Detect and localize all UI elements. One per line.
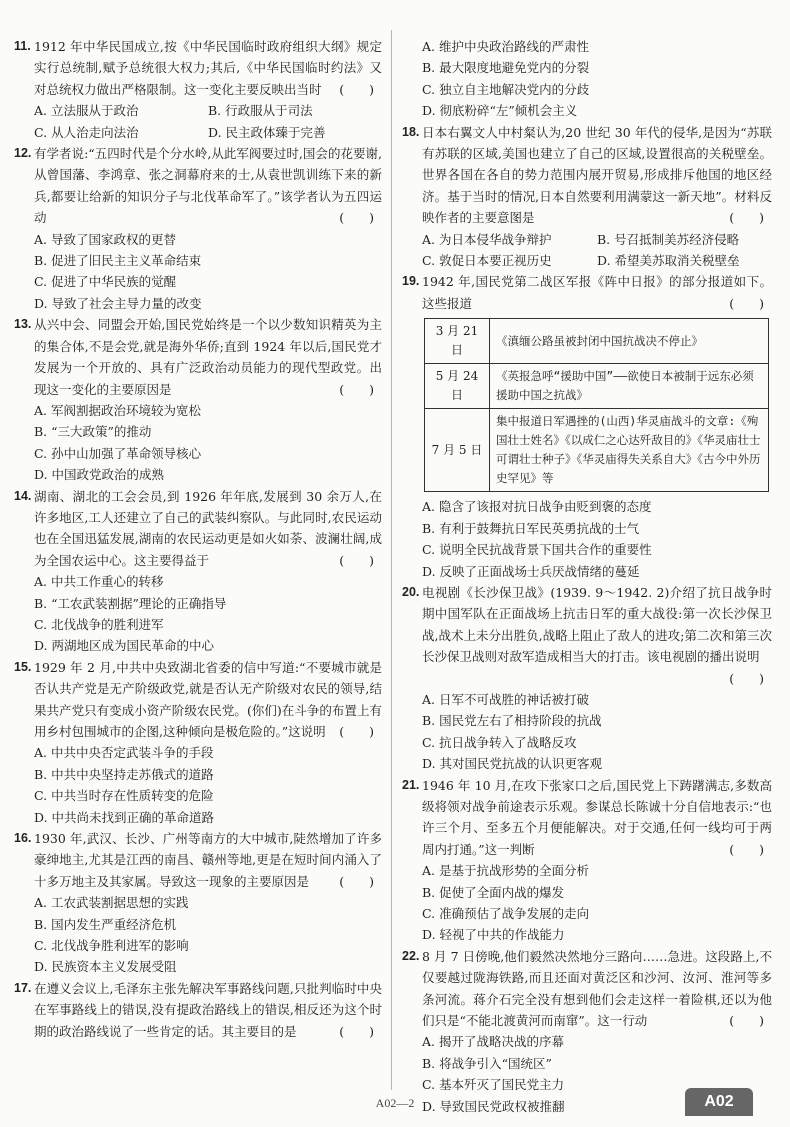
question-number: 11. xyxy=(14,39,31,53)
page-number: A02—2 xyxy=(375,1096,415,1110)
question-text: 1946 年 10 月,在攻下张家口之后,国民党上下踌躇满志,多数高级将领对战争前途表示乐观。参谋总长陈诚十分自信地表示:“也许三个月、至多五个月便能解决。对于交通,任何一线均可于两周内打通。”这一判断 xyxy=(422,777,772,857)
option: A. 工农武装割据思想的实践 xyxy=(34,895,189,911)
question-stem xyxy=(422,582,772,689)
option: D. 导致国民党政权被推翻 xyxy=(422,1098,565,1114)
question-text: 有学者说:“五四时代是个分水岭,从此军阀要过时,国会的花要谢,从曾国藩、李鸿章、张之洞幕府来的士,从袁世凯训练下来的新兵,都要让给新的知识分子与北伐革命军了。”该学者认为五四运动 xyxy=(34,146,382,226)
answer-paren: ( ) xyxy=(339,873,374,889)
question-head xyxy=(14,486,382,572)
question-number: 22. xyxy=(402,948,420,963)
option: A. 日军不可战胜的神话被打破 xyxy=(422,691,589,707)
news-text: 集中报道日军遇挫的(山西)华灵庙战斗的文章:《殉国壮士姓名》《以成仁之心达歼敌目的》《华灵庙壮士可谓壮士种子》《华灵庙得失关系自大》《古今中外历史罕见》等 xyxy=(490,409,769,492)
option: C. 抗日战争转入了战略反攻 xyxy=(422,734,577,750)
option: B. 促进了旧民主主义革命结束 xyxy=(34,253,202,269)
option: D. 民主政体臻于完善 xyxy=(208,124,326,140)
question-head xyxy=(14,978,382,1042)
option: A. 揭开了战略决战的序幕 xyxy=(422,1034,564,1050)
question-number: 15. xyxy=(14,659,32,674)
option: C. 从人治走向法治 xyxy=(34,124,139,140)
question-text: 电视剧《长沙保卫战》(1939. 9～1942. 2)介绍了抗日战争时期中国军队在正面战场上抗击日军的重大战役:第一次长沙保卫战,战术上未分出胜负,战略上阻止了敌人的进攻;第二次和第三次长沙保卫战则对敌军造成相当大的打击。该电视剧的播出说明 xyxy=(422,584,772,665)
option: B. “工农武装割据”理论的正确指导 xyxy=(34,595,227,611)
answer-paren: ( ) xyxy=(729,295,764,311)
options xyxy=(402,496,772,582)
option: B. 行政服从于司法 xyxy=(208,103,313,119)
news-date: 5 月 24 日 xyxy=(425,364,490,409)
option: D. 其对国民党抗战的认识更客观 xyxy=(422,756,603,772)
news-text: 《英报急呼“援助中国”——欲使日本被制于远东必须援助中国之抗战》 xyxy=(490,364,769,409)
option: A. 军阀割据政治环境较为宽松 xyxy=(34,402,201,418)
options-row xyxy=(34,100,382,121)
news-row xyxy=(425,364,769,409)
question-18 xyxy=(402,122,772,272)
answer-paren: ( ) xyxy=(729,670,764,686)
question-number: 17. xyxy=(14,980,32,995)
options-row xyxy=(34,122,382,143)
options xyxy=(402,229,772,272)
answer-paren: ( ) xyxy=(339,1023,374,1039)
question-number: 13. xyxy=(14,317,32,332)
question-head xyxy=(14,36,382,100)
options xyxy=(14,892,382,978)
option: A. 隐含了该报对抗日战争由贬到褒的态度 xyxy=(422,499,652,515)
question-number: 21. xyxy=(402,777,420,792)
question-head xyxy=(402,122,772,229)
option: B. 有利于鼓舞抗日军民英勇抗战的士气 xyxy=(422,520,640,536)
option: D. 民族资本主义发展受阻 xyxy=(34,959,177,975)
news-row xyxy=(425,409,769,492)
column-divider xyxy=(391,30,392,1090)
option: B. “三大政策”的推动 xyxy=(34,424,152,440)
option: A. 导致了国家政权的更替 xyxy=(34,231,176,247)
question-12 xyxy=(14,143,382,314)
question-text: 从兴中会、同盟会开始,国民党始终是一个以少数知识精英为主的集合体,不是会党,就是海外华侨;直到 1924 年以后,国民党才发展为一个开放的、具有广泛政治动员能力的现代型政党。出现这一变化的主要原因是 xyxy=(34,317,382,397)
answer-paren: ( ) xyxy=(339,381,374,397)
option: A. 为日本侵华战争辩护 xyxy=(422,231,552,247)
section-badge: A02 xyxy=(685,1088,753,1116)
option: D. 反映了正面战场士兵厌战情绪的蔓延 xyxy=(422,563,640,579)
option: B. 国民党左右了相持阶段的抗战 xyxy=(422,713,602,729)
question-text: 湖南、湖北的工会会员,到 1926 年年底,发展到 30 余万人,在许多地区,工人还建立了自己的武装纠察队。与此同时,农民运动也在全国迅猛发展,湖南的农民运动更是如火如荼、波澜壮阔,成为全国农运中心。这主要得益于 xyxy=(34,488,382,568)
option: C. 独立自主地解决党内的分歧 xyxy=(422,81,590,97)
question-head xyxy=(14,657,382,743)
question-stem xyxy=(422,271,772,314)
options-row xyxy=(422,250,772,271)
options-row xyxy=(422,229,772,250)
option: A. 中共工作重心的转移 xyxy=(34,574,164,590)
question-17-options xyxy=(402,36,772,122)
question-20 xyxy=(402,582,772,775)
options xyxy=(14,100,382,143)
answer-paren: ( ) xyxy=(339,724,374,739)
question-head xyxy=(402,775,772,861)
news-text: 《滇缅公路虽被封闭中国抗战决不停止》 xyxy=(490,319,769,364)
answer-paren: ( ) xyxy=(339,81,374,97)
answer-paren: ( ) xyxy=(339,552,374,568)
option: C. 准确预估了战争发展的走向 xyxy=(422,906,590,921)
news-row xyxy=(425,319,769,364)
options xyxy=(14,571,382,657)
option: D. 导致了社会主导力量的改变 xyxy=(34,295,202,311)
question-number: 16. xyxy=(14,831,32,846)
question-stem xyxy=(422,122,772,229)
question-head xyxy=(14,143,382,229)
option: D. 中共尚未找到正确的革命道路 xyxy=(34,809,215,825)
option: A. 维护中央政治路线的严肃性 xyxy=(422,39,589,54)
question-text: 1942 年,国民党第二战区军报《阵中日报》的部分报道如下。这些报道 xyxy=(422,274,772,311)
option: D. 希望美苏取消关税壁垒 xyxy=(597,253,740,269)
question-text: 1929 年 2 月,中共中央致湖北省委的信中写道:“不要城市就是否认共产党是无产阶级政党,就是否认无产阶级对农民的领导,结果共产党只有变成小资产阶级农民党。(你们)在斗争的布置上有用乡村包围城市的企图,这种倾向是极危险的。”这说明 xyxy=(34,659,382,739)
question-number: 14. xyxy=(14,488,32,503)
option: B. 促使了全面内战的爆发 xyxy=(422,884,565,900)
option: B. 国内发生严重经济危机 xyxy=(34,916,177,932)
answer-paren: ( ) xyxy=(729,210,764,226)
answer-paren: ( ) xyxy=(339,210,374,226)
left-column xyxy=(14,36,382,1042)
question-text: 1912 年中华民国成立,按《中华民国临时政府组织大纲》规定实行总统制,赋予总统很大权力;其后,《中华民国临时约法》又对总统权力做出严格限制。这一变化主要反映出当时 xyxy=(34,39,382,97)
options xyxy=(14,400,382,486)
option: B. 将战争引入“国统区” xyxy=(422,1055,552,1071)
question-stem xyxy=(34,828,382,892)
question-number: 20. xyxy=(402,584,420,599)
options xyxy=(402,860,772,946)
question-head xyxy=(14,314,382,400)
option: A. 立法服从于政治 xyxy=(34,103,139,119)
news-table xyxy=(424,318,769,492)
option: C. 中共当时存在性质转变的危险 xyxy=(34,788,214,804)
question-stem xyxy=(34,657,382,743)
option: D. 中国政党政治的成熟 xyxy=(34,467,165,483)
question-stem xyxy=(34,978,382,1042)
news-date: 7 月 5 日 xyxy=(425,409,490,492)
question-text: 在遵义会议上,毛泽东主张先解决军事路线问题,只批判临时中央在军事路线上的错误,没有提政治路线上的错误,相反还为这个时期的政治路线说了一些肯定的话。其主要目的是 xyxy=(34,980,382,1039)
options xyxy=(14,229,382,315)
question-stem xyxy=(34,36,382,100)
question-19 xyxy=(402,271,772,581)
question-head xyxy=(402,582,772,689)
option: C. 敦促日本要正视历史 xyxy=(422,253,552,269)
option: A. 是基于抗战形势的全面分析 xyxy=(422,863,589,879)
question-11 xyxy=(14,36,382,143)
option: B. 中共中央坚持走苏俄式的道路 xyxy=(34,766,214,782)
options xyxy=(14,742,382,828)
question-13 xyxy=(14,314,382,485)
option: A. 中共中央否定武装斗争的手段 xyxy=(34,745,214,761)
question-stem xyxy=(34,486,382,572)
option: D. 彻底粉碎“左”倾机会主义 xyxy=(422,103,578,119)
question-stem xyxy=(422,946,772,1032)
question-text: 8 月 7 日傍晚,他们毅然决然地分三路向……急进。这段路上,不仅要越过陇海铁路,而且还面对黄泛区和沙河、汝河、淮河等多条河流。蒋介石完全没有想到他们会走这样一着险棋,还以为他们只是“不能北渡黄河而南窜”。这一行动 xyxy=(422,948,772,1029)
option: D. 轻视了中共的作战能力 xyxy=(422,927,565,943)
question-text: 日本右翼文人中村粲认为,20 世纪 30 年代的侵华,是因为“苏联有苏联的区域,美国也建立了自己的区域,设置很高的关税壁垒。世界各国在各自的势力范围内展开贸易,形成排斥他国的地区经济。基于当时的情况,日本自然要利用满蒙这一新天地”。材料反映作者的主要意图是 xyxy=(422,124,772,226)
question-text: 1930 年,武汉、长沙、广州等南方的大中城市,陡然增加了许多豪绅地主,尤其是江西的南昌、赣州等地,更是在短时间内涌入了十多万地主及其家属。导致这一现象的主要原因是 xyxy=(34,831,382,889)
option: B. 号召抵制美苏经济侵略 xyxy=(597,231,740,247)
question-16 xyxy=(14,828,382,978)
question-17 xyxy=(14,978,382,1042)
right-column xyxy=(402,36,772,1117)
question-number: 12. xyxy=(14,146,32,161)
option: C. 说明全民抗战背景下国共合作的重要性 xyxy=(422,542,652,558)
option: C. 基本歼灭了国民党主力 xyxy=(422,1077,565,1093)
option: C. 孙中山加强了革命领导核心 xyxy=(34,445,202,461)
option: C. 北伐战争胜利进军的影响 xyxy=(34,938,189,954)
option: B. 最大限度地避免党内的分裂 xyxy=(422,60,590,76)
option: D. 两湖地区成为国民革命的中心 xyxy=(34,638,215,654)
answer-paren: ( ) xyxy=(729,841,764,857)
news-date: 3 月 21 日 xyxy=(425,319,490,364)
question-stem xyxy=(422,775,772,861)
question-head xyxy=(402,946,772,1032)
question-stem xyxy=(34,314,382,400)
question-stem xyxy=(34,143,382,229)
question-15 xyxy=(14,657,382,828)
question-14 xyxy=(14,486,382,657)
answer-paren: ( ) xyxy=(729,1013,764,1029)
question-head xyxy=(14,828,382,892)
question-number: 18. xyxy=(402,124,420,139)
options xyxy=(402,689,772,775)
question-number: 19. xyxy=(402,274,420,289)
option: C. 北伐战争的胜利进军 xyxy=(34,616,164,632)
question-21 xyxy=(402,775,772,946)
option: C. 促进了中华民族的觉醒 xyxy=(34,274,177,290)
question-head xyxy=(402,271,772,314)
